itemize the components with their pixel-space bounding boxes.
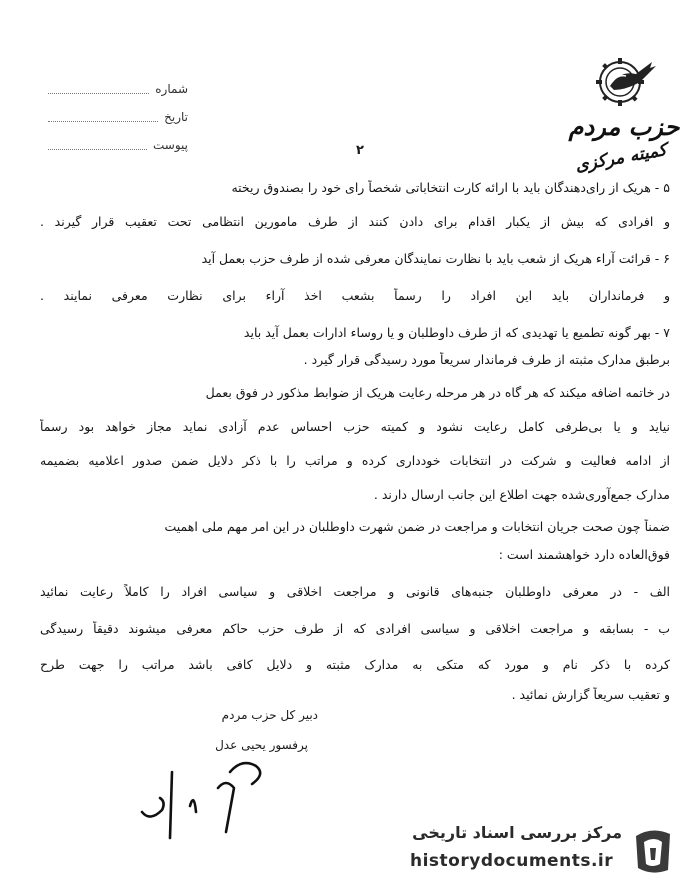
body-line: ضمناً چون صحت جریان انتخابات و مراجعت در ضمن شهرت داوطلبان در این امر مهم ملی اهمیت bbox=[164, 519, 670, 534]
number-field bbox=[48, 82, 188, 96]
archive-logo-icon bbox=[630, 826, 676, 876]
body-line: فوق‌العاده دارد خواهشمند است : bbox=[498, 547, 670, 562]
body-line: و تعقیب سریعاً گزارش نمائید . bbox=[511, 687, 670, 702]
body-line: و افرادی که بیش از یکبار اقدام برای دادن کنند از طرف مامورین انتظامی تحت تعقیب قرار گیرند . bbox=[40, 214, 670, 229]
attachment-field bbox=[48, 138, 188, 152]
date-line bbox=[48, 113, 158, 122]
number-line bbox=[48, 85, 149, 94]
signatory-name: پرفسور یحیی عدل bbox=[215, 738, 308, 752]
signatory-title: دبیر کل حزب مردم bbox=[221, 708, 318, 722]
body-line: مدارک جمع‌آوری‌شده جهت اطلاع این جانب ارسال دارند . bbox=[373, 487, 670, 502]
body-line: الف - در معرفی داوطلبان جنبه‌های قانونی و مراجعت اخلاقی و سیاسی افراد را کاملاً رعایت نمائید bbox=[40, 584, 670, 599]
party-name: حزب مردم bbox=[568, 112, 680, 141]
body-line: از ادامه فعالیت و شرکت در انتخابات خودداری کرده و مراتب را با ذکر دلایل ضمن صدور اعلامیه بضمیمه bbox=[40, 453, 670, 468]
page-number: ۲ bbox=[356, 143, 364, 158]
body-line: در خاتمه اضافه میکند که هر گاه در هر مرحله رعایت هریک از ضوابط مذکور در فوق بعمل bbox=[205, 385, 670, 400]
body-line: کرده با ذکر نام و مورد که متکی به مدارک مثبته و دلایل کافی باشد مراتب را جهت طرح bbox=[40, 657, 670, 672]
date-label: تاریخ bbox=[164, 110, 188, 124]
watermark-url: historydocuments.ir bbox=[410, 851, 614, 871]
body-line: ب - بسابقه و مراجعت اخلاقی و سیاسی افرادی که از طرف حزب حاکم معرفی میشوند دقیقاً رسیدگی bbox=[40, 621, 670, 636]
attachment-label: پیوست bbox=[153, 138, 188, 152]
date-field bbox=[48, 110, 188, 124]
body-line: نیاید و یا بی‌طرفی کامل رعایت نشود و کمیته حزب احساس عدم آزادی نماید مجاز خواهد بود رسماً bbox=[40, 419, 670, 434]
body-line: ۵ - هریک از رای‌دهندگان باید با ارائه کارت انتخاباتی شخصاً رای خود را بصندوق ریخته bbox=[231, 180, 670, 195]
attachment-line bbox=[48, 141, 147, 150]
body-line: ۷ - بهر گونه تطمیع یا تهدیدی که از طرف داوطلبان و یا روساء ادارات بعمل آید باید bbox=[243, 325, 670, 340]
handwritten-signature bbox=[130, 752, 280, 842]
body-line: و فرمانداران باید این افراد را رسماً بشعب اخذ آراء برای نظارت معرفی نمایند . bbox=[40, 288, 670, 303]
watermark-title: مرکز بررسی اسناد تاریخی bbox=[412, 823, 622, 842]
body-line: برطبق مدارک مثبته از طرف فرماندار سریعاً مورد رسیدگی قرار گیرد . bbox=[303, 352, 670, 367]
committee-name: کمیته مرکزی bbox=[573, 140, 669, 176]
number-label: شماره bbox=[155, 82, 188, 96]
party-logo-icon bbox=[596, 52, 658, 108]
body-line: ۶ - قرائت آراء هریک از شعب باید با نظارت نمایندگان معرفی شده از طرف حزب بعمل آید bbox=[201, 251, 670, 266]
